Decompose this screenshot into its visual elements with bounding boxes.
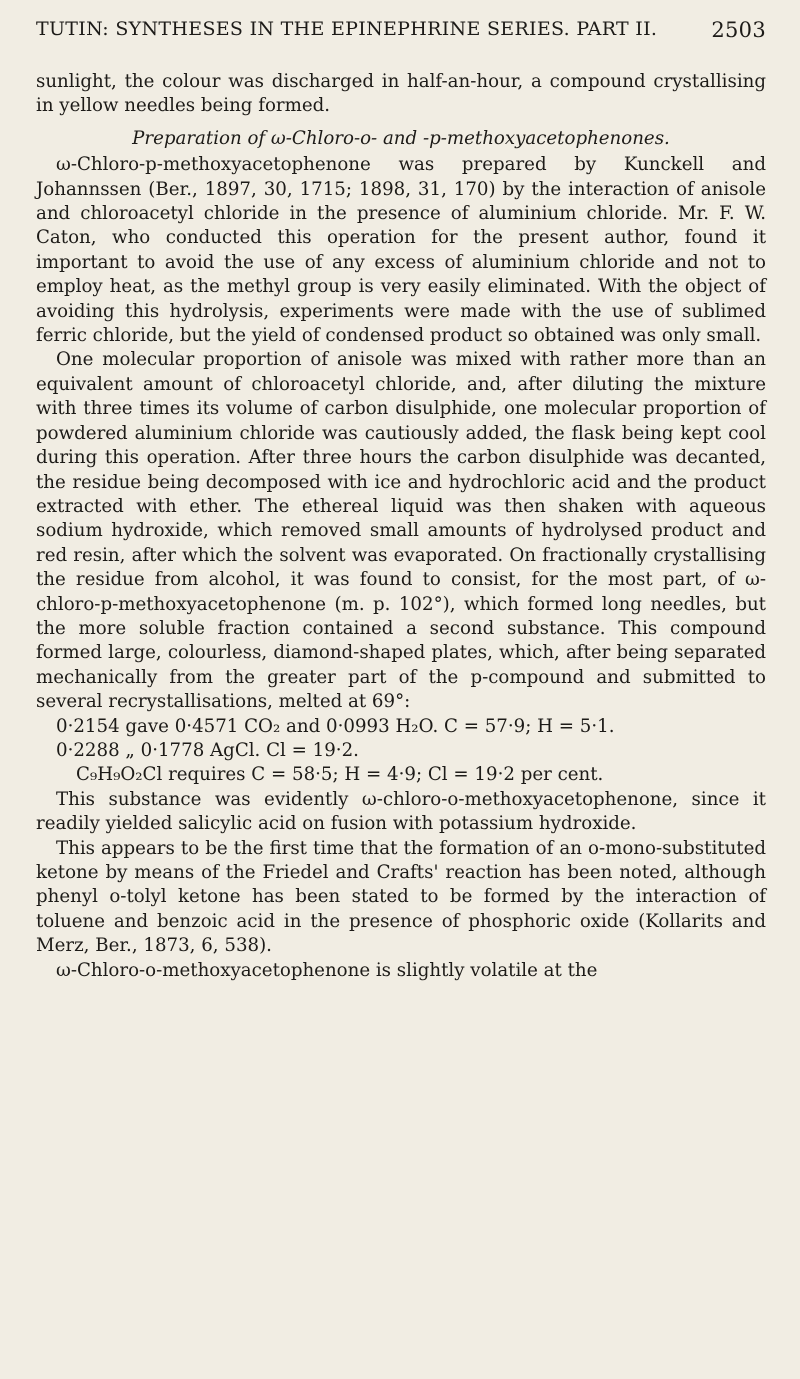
paragraph-friedel-crafts: This appears to be the first time that the formation of an o-mono-substituted ketone by means of the Friedel and Crafts' reaction has been noted, although phenyl o-tolyl ketone has been stated to be formed by the interaction of toluene and benzoic acid in the presence of phosphoric oxide (Kollarits and Merz, Ber., 1873, 6, 538). bbox=[36, 837, 766, 957]
analysis-line-combustion: 0·2154 gave 0·4571 CO₂ and 0·0993 H₂O. C = 57·9; H = 5·1. bbox=[56, 715, 615, 737]
running-title: TUTIN: SYNTHESES IN THE EPINEPHRINE SERIES. PART II. bbox=[36, 18, 658, 40]
paragraph-preparation-para: ω-Chloro-p-methoxyacetophenone was prepared by Kunckell and Johannssen (Ber., 1897, 30, 1715; 1898, 31, 170) by the interaction of anisole and chloroacetyl chloride in the presence of aluminium chloride. Mr. F. W. Caton, who conducted this operation for the present author, found it important to avoid the use of any excess of aluminium chloride and not to employ heat, as the methyl group is very easily eliminated. With the object of avoiding this hydrolysis, experiments were made with the use of sublimed ferric chloride, but the yield of condensed product so obtained was only small. bbox=[36, 154, 766, 347]
analysis-line-requires: C₉H₉O₂Cl requires C = 58·5; H = 4·9; Cl = 19·2 per cent. bbox=[76, 764, 604, 786]
page-header bbox=[36, 18, 766, 44]
paragraph-identification: This substance was evidently ω-chloro-o-methoxyacetophenone, since it readily yielded salicylic acid on fusion with potassium hydroxide. bbox=[36, 788, 766, 835]
paragraph-volatility: ω-Chloro-o-methoxyacetophenone is slightly volatile at the bbox=[56, 959, 598, 981]
article-body bbox=[36, 70, 766, 983]
page-number: 2503 bbox=[711, 18, 766, 42]
paragraph-procedure: One molecular proportion of anisole was mixed with rather more than an equivalent amount of chloroacetyl chloride, and, after diluting the mixture with three times its volume of carbon disulphide, one molecular proportion of powdered aluminium chloride was cautiously added, the flask being kept cool during this operation. After three hours the carbon disulphide was decanted, the residue being decomposed with ice and hydrochloric acid and the product extracted with ether. The ethereal liquid was then shaken with aqueous sodium hydroxide, which removed small amounts of hydrolysed product and red resin, after which the solvent was evaporated. On fractionally crystallising the residue from alcohol, it was found to consist, for the most part, of ω-chloro-p-methoxyacetophenone (m. p. 102°), which formed long needles, but the more soluble fraction contained a second substance. This compound formed large, colourless, diamond-shaped plates, which, after being separated mechanically from the greater part of the p-compound and submitted to several recrystallisations, melted at 69°: bbox=[36, 349, 766, 713]
analysis-line-chlorine: 0·2288 „ 0·1778 AgCl. Cl = 19·2. bbox=[56, 739, 359, 761]
section-heading: Preparation of ω-Chloro-o- and -p-methoxyacetophenones. bbox=[132, 127, 670, 149]
paragraph-continuation: sunlight, the colour was discharged in half-an-hour, a compound crystallising in yellow needles being formed. bbox=[36, 71, 766, 117]
